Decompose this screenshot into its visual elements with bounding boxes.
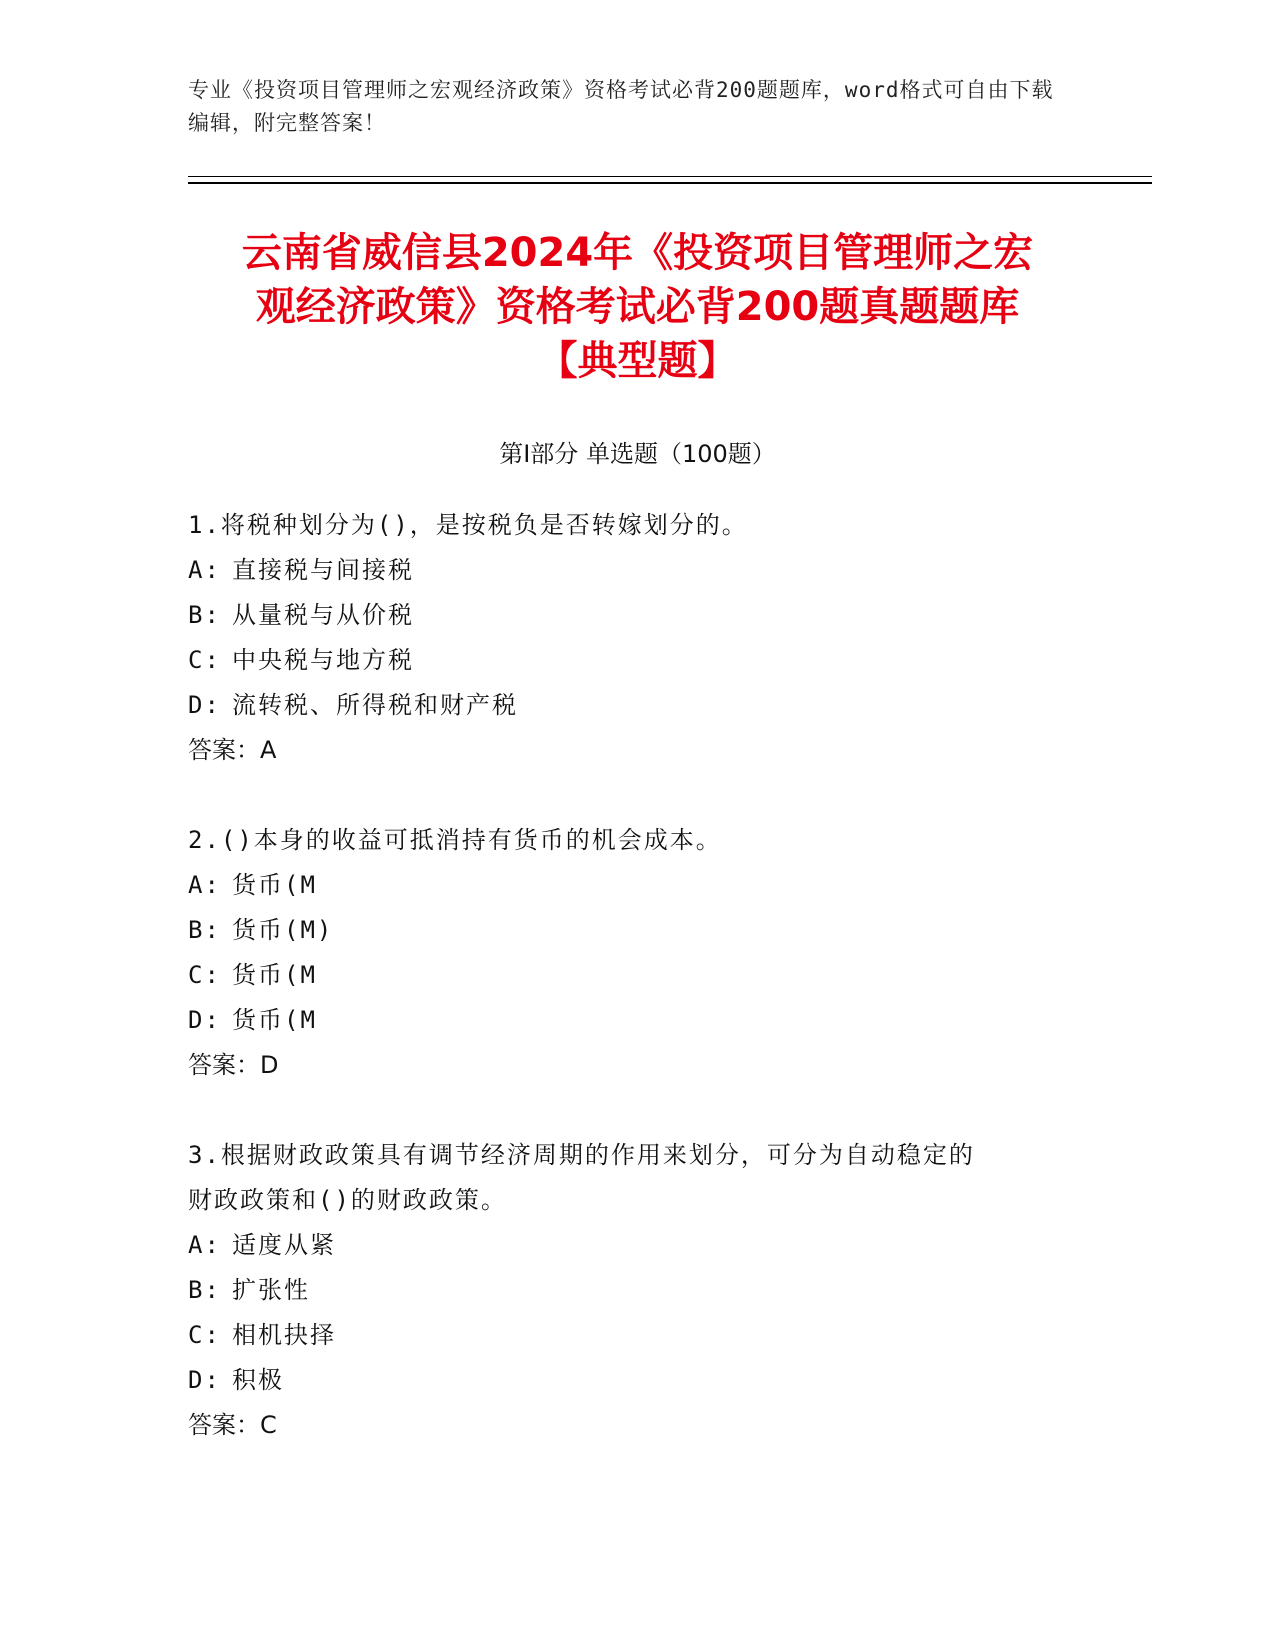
answer-prefix: 答案： <box>188 736 260 764</box>
option-letter: D: <box>188 1006 221 1034</box>
question-3 <box>188 1133 1088 1448</box>
option-letter: B: <box>188 601 221 629</box>
question-stem: 2.()本身的收益可抵消持有货币的机会成本。 <box>188 826 722 854</box>
option-letter: C: <box>188 646 221 674</box>
option-d <box>188 1358 1088 1403</box>
answer-value: D <box>260 1051 279 1079</box>
option-text: 货币(M <box>232 871 317 899</box>
option-text: 货币(M <box>232 1006 317 1034</box>
option-letter: C: <box>188 1321 221 1349</box>
answer-value: C <box>260 1411 277 1439</box>
option-a <box>188 548 1088 593</box>
option-a <box>188 863 1088 908</box>
answer-value: A <box>260 736 277 764</box>
question-stem: 3.根据财政政策具有调节经济周期的作用来划分，可分为自动稳定的 <box>188 1141 975 1169</box>
option-letter: D: <box>188 1366 221 1394</box>
option-letter: A: <box>188 556 221 584</box>
title-line: 【典型题】 <box>537 338 738 384</box>
option-text: 货币(M) <box>232 916 334 944</box>
option-b <box>188 593 1088 638</box>
option-letter: D: <box>188 691 221 719</box>
option-text: 中央税与地方税 <box>232 646 414 674</box>
answer-line <box>188 728 1088 773</box>
title-line: 观经济政策》资格考试必背200题真题题库 <box>255 284 1020 330</box>
question-2 <box>188 818 1088 1088</box>
answer-prefix: 答案： <box>188 1411 260 1439</box>
header-note: 专业《投资项目管理师之宏观经济政策》资格考试必背200题题库，word格式可自由下载编辑，附完整答案！ <box>188 78 1054 135</box>
option-c <box>188 1313 1088 1358</box>
option-letter: B: <box>188 1276 221 1304</box>
header-rule-thin <box>188 176 1152 177</box>
option-letter: A: <box>188 871 221 899</box>
option-text: 积极 <box>232 1366 284 1394</box>
option-b <box>188 908 1088 953</box>
option-letter: C: <box>188 961 221 989</box>
option-letter: B: <box>188 916 221 944</box>
option-text: 适度从紧 <box>232 1231 336 1259</box>
option-c <box>188 638 1088 683</box>
option-c <box>188 953 1088 998</box>
option-text: 直接税与间接税 <box>232 556 414 584</box>
option-d <box>188 683 1088 728</box>
title-line: 云南省威信县2024年《投资项目管理师之宏 <box>241 230 1034 276</box>
header-rule-thick <box>188 182 1152 184</box>
option-text: 流转税、所得税和财产税 <box>232 691 518 719</box>
document-title <box>160 226 1115 388</box>
option-text: 相机抉择 <box>232 1321 336 1349</box>
question-1 <box>188 503 1088 773</box>
option-letter: A: <box>188 1231 221 1259</box>
answer-line <box>188 1043 1088 1088</box>
answer-line <box>188 1403 1088 1448</box>
question-stem: 1.将税种划分为()，是按税负是否转嫁划分的。 <box>188 511 748 539</box>
option-a <box>188 1223 1088 1268</box>
option-b <box>188 1268 1088 1313</box>
option-text: 从量税与从价税 <box>232 601 414 629</box>
option-d <box>188 998 1088 1043</box>
question-stem: 财政政策和()的财政政策。 <box>188 1186 507 1214</box>
option-text: 货币(M <box>232 961 317 989</box>
answer-prefix: 答案： <box>188 1051 260 1079</box>
section-heading: 第I部分 单选题（100题） <box>499 440 776 468</box>
option-text: 扩张性 <box>232 1276 310 1304</box>
